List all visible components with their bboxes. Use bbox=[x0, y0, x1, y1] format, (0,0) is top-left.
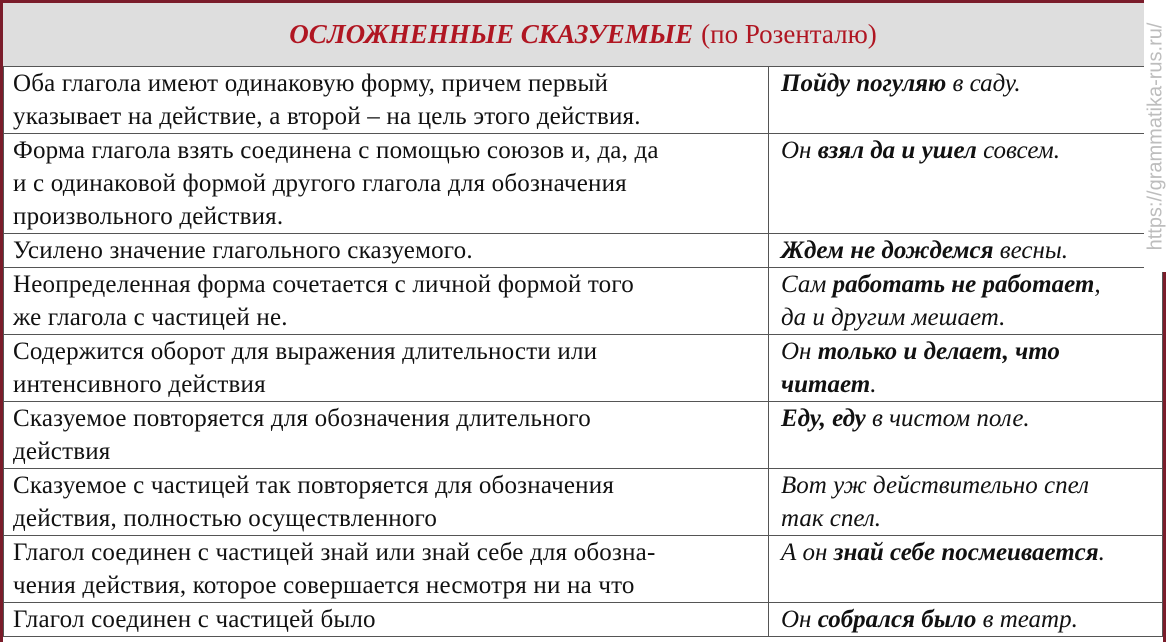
table-row bbox=[4, 469, 1163, 536]
rule-example bbox=[769, 536, 1163, 603]
example-line bbox=[781, 603, 1162, 636]
rule-example bbox=[769, 469, 1163, 536]
description-line: Глагол соединен с частицей знай или знай себе для обозна- bbox=[13, 539, 656, 566]
example-emphasis: работать не работает bbox=[832, 271, 1095, 298]
example-line bbox=[781, 67, 1162, 100]
description-line: Сказуемое с частицей так повторяется для обозначения bbox=[13, 472, 615, 499]
example-line bbox=[781, 134, 1162, 167]
description-line: Усилено значение глагольного сказуемого. bbox=[13, 237, 473, 264]
rule-example bbox=[769, 335, 1163, 402]
example-text: . bbox=[870, 371, 877, 398]
table-row bbox=[4, 234, 1163, 268]
example-text: Он bbox=[781, 606, 818, 633]
example-text: Он bbox=[781, 137, 818, 164]
table-row bbox=[4, 268, 1163, 335]
example-text: совсем. bbox=[976, 137, 1061, 164]
page-subtitle: (по Розенталю) bbox=[701, 19, 877, 49]
example-text: так спел. bbox=[781, 505, 882, 532]
example-emphasis: читает bbox=[781, 371, 871, 398]
table-row bbox=[4, 335, 1163, 402]
table-row bbox=[4, 536, 1163, 603]
example-emphasis: взял да и ушел bbox=[817, 137, 977, 164]
example-line bbox=[781, 469, 1162, 502]
description-line: Глагол соединен с частицей было bbox=[13, 606, 376, 633]
example-text: . bbox=[1098, 539, 1105, 566]
table-row bbox=[4, 603, 1163, 637]
example-emphasis: Ждем не дождемся bbox=[781, 237, 994, 264]
example-text: в саду. bbox=[946, 70, 1021, 97]
watermark bbox=[1144, 0, 1168, 272]
rule-description bbox=[4, 469, 769, 536]
rule-example bbox=[769, 234, 1163, 268]
example-line bbox=[781, 268, 1162, 301]
example-text: весны. bbox=[993, 237, 1069, 264]
example-emphasis: только и делает, что bbox=[817, 338, 1060, 365]
description-line: действия bbox=[13, 438, 111, 465]
example-line bbox=[781, 335, 1162, 368]
example-text: Сам bbox=[781, 271, 833, 298]
example-line bbox=[781, 536, 1162, 569]
rule-description bbox=[4, 268, 769, 335]
rule-description bbox=[4, 536, 769, 603]
table-header bbox=[3, 3, 1163, 66]
rule-description bbox=[4, 134, 769, 234]
rule-description bbox=[4, 603, 769, 637]
description-line: интенсивного действия bbox=[13, 371, 266, 398]
description-line: Сказуемое повторяется для обозначения длительного bbox=[13, 405, 591, 432]
rules-table bbox=[3, 66, 1163, 637]
example-text: Он bbox=[781, 338, 818, 365]
page-title: ОСЛОЖНЕННЫЕ СКАЗУЕМЫЕ bbox=[289, 19, 694, 49]
rule-example bbox=[769, 67, 1163, 134]
rule-description bbox=[4, 335, 769, 402]
rule-example bbox=[769, 402, 1163, 469]
description-line: указывает на действие, а второй – на цель этого действия. bbox=[13, 103, 641, 130]
example-emphasis: Еду, еду bbox=[781, 405, 866, 432]
example-line bbox=[781, 301, 1162, 334]
watermark-text: https://grammatika-rus.ru/ bbox=[1144, 22, 1167, 250]
rule-example bbox=[769, 603, 1163, 637]
description-line: произвольного действия. bbox=[13, 203, 284, 230]
rule-description bbox=[4, 234, 769, 268]
example-line bbox=[781, 234, 1162, 267]
rule-example bbox=[769, 268, 1163, 335]
example-emphasis: собрался было bbox=[817, 606, 977, 633]
example-line bbox=[781, 502, 1162, 535]
example-line bbox=[781, 402, 1162, 435]
example-text: в театр. bbox=[976, 606, 1078, 633]
example-text: , bbox=[1094, 271, 1101, 298]
description-line: же глагола с частицей не. bbox=[13, 304, 288, 331]
example-emphasis: Пойду погуляю bbox=[781, 70, 947, 97]
table-row bbox=[4, 402, 1163, 469]
example-text: Вот уж действительно спел bbox=[781, 472, 1090, 499]
rule-description bbox=[4, 402, 769, 469]
example-line bbox=[781, 368, 1162, 401]
description-line: Форма глагола взять соединена с помощью союзов и, да, да bbox=[13, 137, 659, 164]
description-line: чения действия, которое совершается несмотря ни на что bbox=[13, 572, 635, 599]
description-line: действия, полностью осуществленного bbox=[13, 505, 438, 532]
example-text: А он bbox=[781, 539, 834, 566]
rule-description bbox=[4, 67, 769, 134]
description-line: Оба глагола имеют одинаковую форму, причем первый bbox=[13, 70, 609, 97]
example-text: да и другим мешает. bbox=[781, 304, 1006, 331]
example-text: в чистом поле. bbox=[865, 405, 1030, 432]
table-row bbox=[4, 134, 1163, 234]
rules-table-body bbox=[4, 67, 1163, 637]
rule-example bbox=[769, 134, 1163, 234]
table-row bbox=[4, 67, 1163, 134]
description-line: и с одинаковой формой другого глагола для обозначения bbox=[13, 170, 627, 197]
description-line: Содержится оборот для выражения длительности или bbox=[13, 338, 598, 365]
description-line: Неопределенная форма сочетается с личной формой того bbox=[13, 271, 634, 298]
example-emphasis: знай себе посмеивается bbox=[833, 539, 1099, 566]
